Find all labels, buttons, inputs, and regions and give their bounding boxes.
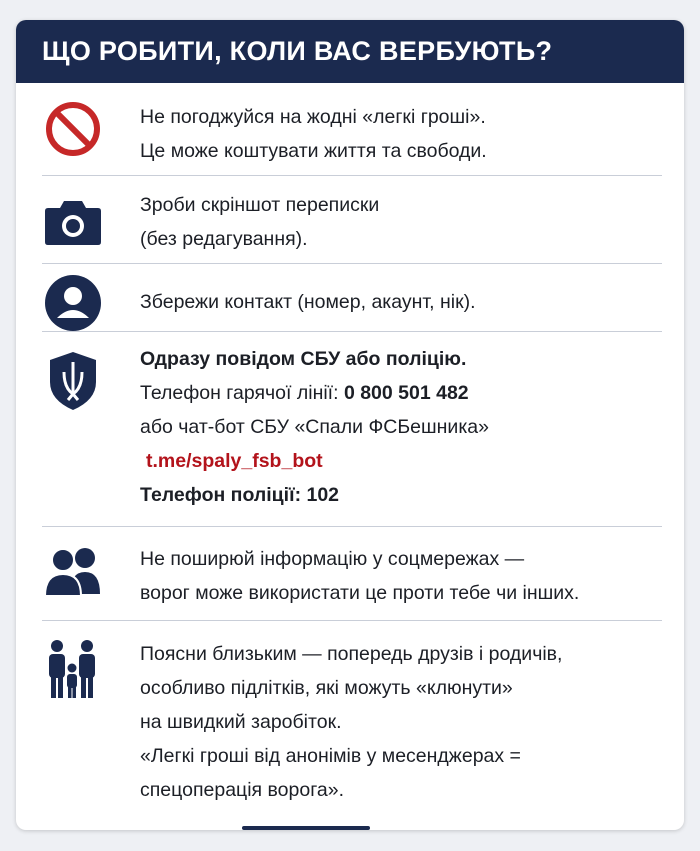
item-recruitment-money <box>140 100 670 168</box>
camera-icon <box>42 190 104 252</box>
divider <box>42 263 662 264</box>
police-line: Телефон поліції: 102 <box>140 484 340 506</box>
family-icon <box>42 638 104 700</box>
item-text-line: особливо підлітків, які можуть «клюнути» <box>140 677 513 699</box>
recruitment-advice-card <box>16 20 684 830</box>
hotline-label: Телефон гарячої лінії: <box>140 382 344 404</box>
item-text-line: Не погоджуйся на жодні «легкі гроші». <box>140 106 486 128</box>
item-screenshot <box>140 188 670 256</box>
hotline-line <box>140 376 670 410</box>
item-text-line: «Легкі гроші від анонімів у месенджерах = <box>140 745 521 767</box>
item-text-line: на швидкий заробіток. <box>140 711 342 733</box>
item-no-social-sharing <box>140 542 670 610</box>
item-text-line: Поясни близьким — попередь друзів і родичів, <box>140 643 563 665</box>
item-text-line: Зроби скріншот переписки <box>140 194 380 216</box>
item-save-contact <box>140 285 670 319</box>
item-text-line: ворог може використати це проти тебе чи інших. <box>140 582 580 604</box>
prohibited-icon <box>42 98 104 160</box>
people-icon <box>42 540 104 602</box>
chatbot-link[interactable]: t.me/spaly_fsb_bot <box>146 450 323 472</box>
card-header <box>16 20 684 83</box>
page-title: ЩО РОБИТИ, КОЛИ ВАС ВЕРБУЮТЬ? <box>42 36 553 66</box>
divider <box>42 331 662 332</box>
report-title: Одразу повідом СБУ або поліцію. <box>140 348 467 370</box>
item-report-sbu <box>140 342 670 512</box>
sbu-shield-icon <box>42 350 104 412</box>
divider <box>42 175 662 176</box>
item-text-line: Не поширюй інформацію у соцмережах — <box>140 548 525 570</box>
divider <box>42 526 662 527</box>
item-text-line: (без редагування). <box>140 228 308 250</box>
hotline-number[interactable]: 0 800 501 482 <box>343 382 469 404</box>
item-text-line: Це може коштувати життя та свободи. <box>140 140 487 162</box>
item-text-line: Збережи контакт (номер, акаунт, нік). <box>140 291 476 313</box>
item-text-line: спецоперація ворога». <box>140 779 344 801</box>
user-contact-icon <box>42 272 104 334</box>
bottom-accent-bar <box>242 826 370 830</box>
divider <box>42 620 662 621</box>
item-warn-family <box>140 637 670 807</box>
chatbot-line: або чат-бот СБУ «Спали ФСБешника» <box>140 416 489 438</box>
